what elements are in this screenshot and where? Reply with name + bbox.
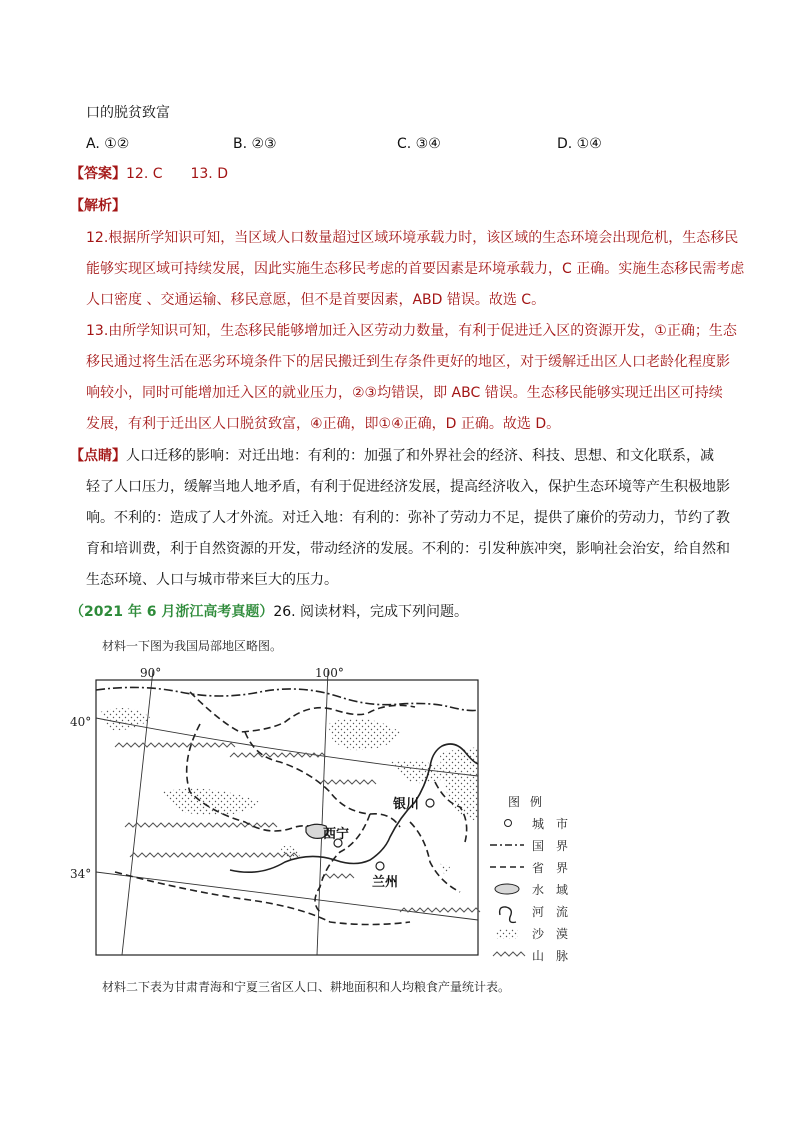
legend-label-national-border: 国界 xyxy=(532,839,581,853)
q13-line-3: 响较小，同时可能增加迁入区的就业压力，②③均错误，即 ABC 错误。生态移民能够实现迁出区可持续 xyxy=(86,385,723,401)
answer-text: 12. C 13. D xyxy=(126,166,228,182)
legend-symbol-water xyxy=(495,884,519,894)
question-source: （2021 年 6 月浙江高考真题） xyxy=(70,604,274,620)
q12-line-2: 能够实现区域可持续发展，因此实施生态移民考虑的首要因素是环境承载力，C 正确。实施生态移民需考虑 xyxy=(86,261,745,277)
legend-label-province-border: 省界 xyxy=(532,861,581,875)
answer-tag: 【答案】 xyxy=(70,166,126,182)
answer-line xyxy=(70,164,228,184)
q12-line-3: 人口密度 、交通运输、移民意愿，但不是首要因素，ABD 错误。故选 C。 xyxy=(86,292,546,308)
material-2-caption: 材料二下表为甘肃青海和宁夏三省区人口、耕地面积和人均粮食产量统计表。 xyxy=(102,980,511,994)
legend-symbol-city xyxy=(505,820,512,827)
option-b: B. ②③ xyxy=(233,136,277,152)
tips-text-1: 人口迁移的影响：对迁出地：有利的：加强了和外界社会的经济、科技、思想、和文化联系，减 xyxy=(126,448,714,464)
legend-label-desert: 沙漠 xyxy=(532,927,581,941)
region-map xyxy=(70,662,610,962)
legend-symbol-mountain xyxy=(493,952,525,956)
q13-line-4: 发展，有利于迁出区人口脱贫致富，④正确，即①④正确，D 正确。故选 D。 xyxy=(86,416,561,432)
question-text: 26. 阅读材料，完成下列问题。 xyxy=(273,604,469,620)
answer-options xyxy=(86,134,706,154)
legend-label-river: 河流 xyxy=(532,905,581,919)
lon-label-100: 100° xyxy=(315,666,344,680)
map-legend xyxy=(490,794,580,962)
q13-line-2: 移民通过将生活在恶劣环境条件下的居民搬迁到生存条件更好的地区，对于缓解迁出区人口老龄化程度影 xyxy=(86,354,730,370)
option-d: D. ①④ xyxy=(557,136,602,152)
tips-line-1 xyxy=(70,446,714,466)
analysis-tag: 【解析】 xyxy=(70,198,126,214)
tips-line-3: 响。不利的：造成了人才外流。对迁入地：有利的：弥补了劳动力不足，提供了廉价的劳动力，节约了教 xyxy=(86,510,730,526)
legend-label-city: 城市 xyxy=(532,817,581,831)
city-label-lanzhou: 兰州 xyxy=(372,875,399,890)
q12-line-1: 12.根据所学知识可知，当区域人口数量超过区域环境承载力时，该区域的生态环境会出现危机，生态移民 xyxy=(86,230,739,246)
lon-label-90: 90° xyxy=(140,666,162,680)
legend-symbol-river xyxy=(500,907,516,923)
q13-line-1: 13.由所学知识可知，生态移民能够增加迁入区劳动力数量，有利于促进迁入区的资源开发，①正确；生态 xyxy=(86,323,737,339)
legend-label-mountain: 山脉 xyxy=(532,949,581,962)
tips-line-2: 轻了人口压力，缓解当地人地矛盾，有利于促进经济发展，提高经济收入，保护生态环境等产生积极地影 xyxy=(86,479,730,495)
lat-label-40: 40° xyxy=(70,715,92,729)
tips-line-5: 生态环境、人口与城市带来巨大的压力。 xyxy=(86,572,338,588)
city-label-yinchuan: 银川 xyxy=(393,797,420,812)
material-1-caption: 材料一下图为我国局部地区略图。 xyxy=(102,639,283,653)
prev-question-tail: 口的脱贫致富 xyxy=(86,105,170,121)
lat-label-34: 34° xyxy=(70,867,92,881)
legend-symbol-desert xyxy=(496,929,518,939)
tips-line-4: 育和培训费，利于自然资源的开发，带动经济的发展。不利的：引发种族冲突，影响社会治安，给自然和 xyxy=(86,541,730,557)
legend-title: 图例 xyxy=(508,795,553,809)
option-a: A. ①② xyxy=(86,136,130,152)
legend-label-water: 水域 xyxy=(532,883,581,897)
option-c: C. ③④ xyxy=(397,136,441,152)
question-26 xyxy=(70,602,468,622)
city-label-xining: 西宁 xyxy=(323,827,350,842)
tips-tag: 【点睛】 xyxy=(70,448,126,464)
